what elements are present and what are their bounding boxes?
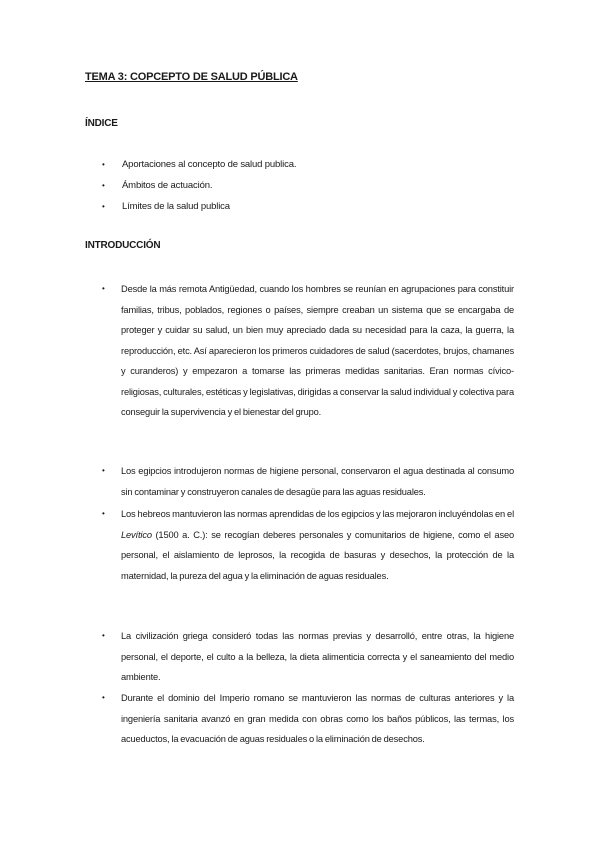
levitico-reference: Levítico	[121, 529, 152, 540]
list-item	[102, 626, 514, 688]
paragraph-romano: Durante el dominio del Imperio romano se mantuvieron las normas de culturas anteriores y la ingeniería sanitaria avanzó en gran medida con obras como los baños públicos, las termas, los acueductos, la evacuación de aguas residuales o la eliminación de desechos.	[121, 693, 514, 744]
index-item: • Ámbitos de actuación.	[102, 179, 296, 200]
bullet-icon: •	[102, 466, 105, 475]
paragraph-antiguedad: Desde la más remota Antigüedad, cuando los hombres se reunían en agrupaciones para constituir familias, tribus, poblados, regiones o países, siempre creaban un sistema que se encargaba de proteger y cuidar su salud, un bien muy apreciado dada su necesidad para la caza, la guerra, la reproducción, etc. Así aparecieron los primeros cuidadores de salud (sacerdotes, brujos, chamanes y curanderos) y empezaron a tomarse las primeras medidas sanitarias. Eran normas cívico-religiosas, culturales, estéticas y legislativas, dirigidas a conservar la salud individual y colectiva para conseguir la supervivencia y el bienestar del grupo.	[121, 284, 514, 417]
bullet-icon: •	[102, 693, 105, 702]
bullet-icon: •	[102, 284, 105, 293]
index-item: • Límites de la salud publica	[102, 200, 296, 221]
list-item	[102, 504, 514, 586]
index-item: • Aportaciones al concepto de salud publica.	[102, 158, 296, 179]
paragraph-hebreos	[121, 504, 514, 586]
paragraph-egipcios: Los egipcios introdujeron normas de higiene personal, conservaron el agua destinada al consumo sin contaminar y construyeron canales de desagüe para las aguas residuales.	[121, 466, 514, 497]
bullet-icon: •	[102, 509, 105, 518]
list-item	[102, 688, 514, 750]
introduction-heading: INTRODUCCIÓN	[85, 240, 161, 251]
bullet-icon: •	[102, 631, 105, 640]
list-item	[102, 461, 514, 502]
paragraph-hebreos-part2: (1500 a. C.): se recogían deberes personales y comunitarios de higiene, como el aseo personal, el aislamiento de leprosos, la recogida de basuras y desechos, la protección de la maternidad, la pureza del agua y la eliminación de aguas residuales.	[121, 529, 514, 581]
paragraph-hebreos-part1: Los hebreos mantuvieron las normas aprendidas de los egipcios y las mejoraron incluyéndolas en el	[121, 509, 514, 519]
document-title: TEMA 3: COPCEPTO DE SALUD PÚBLICA	[85, 71, 298, 83]
list-item	[102, 279, 514, 423]
index-heading: ÍNDICE	[85, 118, 118, 129]
paragraph-griega: La civilización griega consideró todas las normas previas y desarrolló, entre otras, la higiene personal, el deporte, el culto a la belleza, la dieta alimenticia correcta y el saneamiento del medio ambiente.	[121, 631, 514, 682]
index-list	[102, 158, 296, 221]
